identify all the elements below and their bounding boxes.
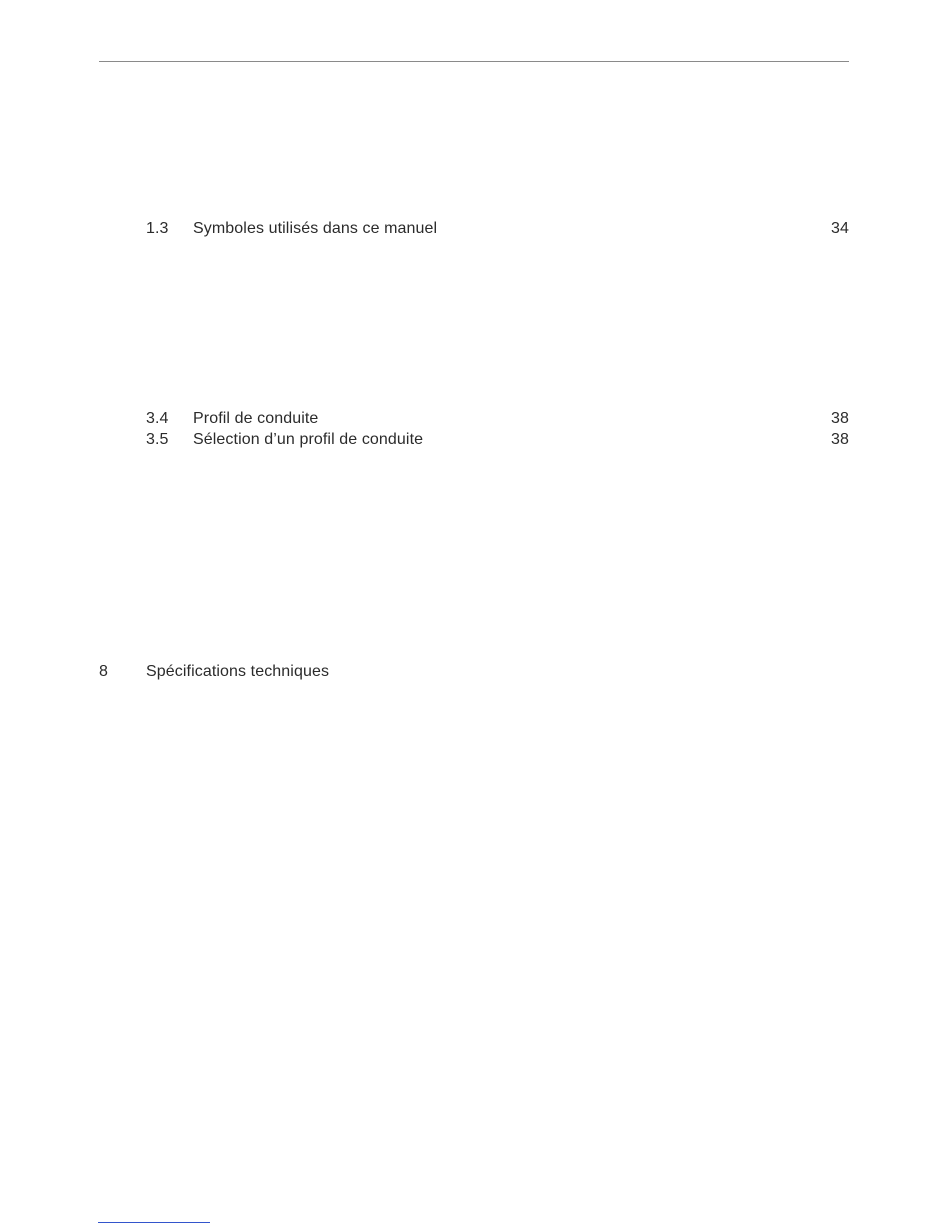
toc-entry-title: Spécifications techniques	[146, 663, 330, 680]
toc-entry-title: Symboles utilisés dans ce manuel	[193, 220, 438, 237]
toc-entry-page: 38	[831, 410, 849, 427]
header-rule	[99, 61, 849, 62]
toc-entry-number: 3.5	[146, 431, 169, 448]
toc-entry-1-3[interactable]	[146, 219, 849, 239]
footnote-link-rule	[98, 1222, 210, 1223]
toc-entry-3-5[interactable]	[146, 430, 849, 450]
toc-entry-3-4[interactable]	[146, 409, 849, 429]
toc-entry-number: 1.3	[146, 220, 169, 237]
toc-entry-title: Profil de conduite	[193, 410, 319, 427]
toc-entry-page: 34	[831, 220, 849, 237]
toc-entry-page: 38	[831, 431, 849, 448]
toc-entry-number: 8	[99, 663, 108, 680]
toc-entry-number: 3.4	[146, 410, 169, 427]
toc-entry-title: Sélection d’un profil de conduite	[193, 431, 424, 448]
toc-entry-8[interactable]	[99, 662, 849, 682]
